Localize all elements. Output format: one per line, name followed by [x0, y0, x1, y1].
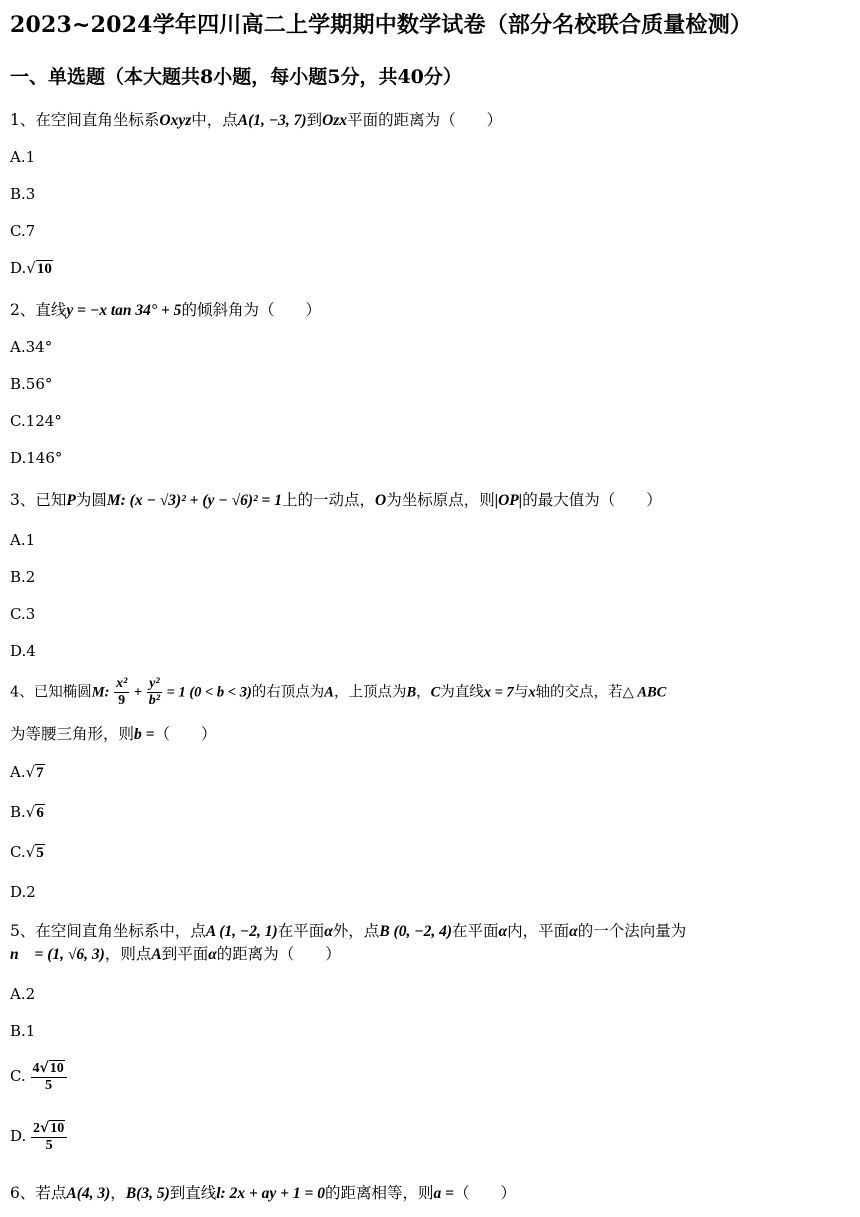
option-a[interactable]: A.2 — [10, 985, 36, 1003]
question-4-line-2 — [10, 722, 217, 744]
math: C — [430, 684, 441, 701]
option-c[interactable]: C.7 — [10, 222, 36, 240]
sqrt: √10 — [40, 1120, 65, 1136]
question-3 — [10, 488, 662, 510]
option-c[interactable]: C.124° — [10, 412, 62, 430]
option-d[interactable]: D.2 — [10, 883, 36, 901]
option-b[interactable] — [10, 803, 45, 822]
math: α — [208, 946, 217, 963]
fraction — [147, 676, 162, 709]
radicand: 5 — [36, 845, 44, 861]
question-5-text: 的距离为（ ） — [216, 945, 341, 963]
denominator: 9 — [118, 693, 126, 709]
sqrt: √7 — [25, 763, 44, 781]
question-3-text: 的最大值为（ ） — [522, 491, 662, 509]
question-6-text: 到直线 — [169, 1184, 217, 1202]
math: x — [528, 684, 536, 701]
question-4-text: 4、已知椭圆 — [10, 684, 92, 701]
question-3-text: 为圆 — [75, 491, 107, 509]
coefficient: 4 — [32, 1061, 40, 1076]
question-2-text: 的倾斜角为（ ） — [181, 301, 321, 319]
math: α — [498, 923, 508, 940]
question-1-text: 中，点 — [191, 111, 238, 129]
question-3-text: 上的一动点， — [281, 491, 375, 509]
math: P — [66, 492, 76, 509]
question-5-text: 的一个法向量为 — [577, 922, 687, 940]
radicand: 6 — [36, 805, 44, 821]
option-d[interactable]: D.146° — [10, 449, 63, 467]
question-4-text: 与 — [513, 684, 529, 701]
option-d[interactable]: D.4 — [10, 642, 36, 660]
option-c[interactable] — [10, 843, 45, 862]
option-b[interactable]: B.2 — [10, 568, 36, 586]
question-5-text: 外，点 — [332, 922, 380, 940]
question-6-text: ， — [110, 1184, 126, 1202]
math: |OP| — [494, 492, 523, 509]
sqrt: √10 — [26, 259, 52, 277]
question-6-text: 的距离相等，则 — [324, 1184, 434, 1202]
option-d[interactable] — [10, 259, 53, 278]
question-5-text: 在平面 — [277, 922, 325, 940]
question-3-text: 3、已知 — [10, 491, 67, 509]
coefficient: 2 — [33, 1121, 41, 1136]
option-a[interactable] — [10, 763, 45, 782]
sqrt: √6 — [25, 803, 44, 821]
radicand: 7 — [36, 765, 44, 781]
numerator — [31, 1060, 67, 1078]
question-4-text: 轴的交点，若 — [535, 684, 623, 701]
question-3-text: 为坐标原点，则 — [386, 491, 495, 509]
option-a[interactable]: A.34° — [10, 338, 53, 356]
denominator: b² — [148, 693, 160, 709]
math: b = — [134, 726, 155, 743]
math: M: (x − √3)² + (y − √6)² = 1 — [106, 492, 282, 509]
math: a = — [433, 1185, 454, 1202]
question-4-text: 的右顶点为 — [251, 684, 325, 701]
question-1 — [10, 108, 502, 130]
math: O — [374, 492, 387, 509]
question-5 — [10, 919, 686, 941]
numerator — [31, 1120, 67, 1138]
math: △ ABC — [622, 684, 667, 701]
question-4-text: （ ） — [154, 725, 217, 743]
question-2-text: 2、直线 — [10, 301, 67, 319]
question-4-text: ， — [416, 684, 431, 701]
numerator: x² — [114, 676, 129, 693]
section-heading: 一、单选题（本大题共8小题，每小题5分，共40分） — [10, 66, 462, 88]
math: B — [406, 684, 417, 701]
math: l: 2x + ay + 1 = 0 — [216, 1185, 325, 1202]
math: Ozx — [322, 112, 348, 129]
question-5-text: 内，平面 — [507, 922, 570, 940]
math: α — [324, 923, 333, 940]
sqrt: √10 — [39, 1060, 64, 1076]
math: Oxyz — [159, 112, 192, 129]
math: M: — [91, 684, 110, 701]
math: n⃗ = (1, √6, 3) — [10, 946, 105, 963]
denominator: 5 — [45, 1078, 53, 1094]
option-b[interactable]: B.56° — [10, 375, 53, 393]
sqrt: √5 — [25, 843, 44, 861]
option-label: C. — [10, 843, 26, 861]
question-5-text: 到平面 — [161, 945, 209, 963]
math: A(1, −3, 7) — [237, 112, 307, 129]
question-5-line-2 — [10, 942, 341, 964]
math: B (0, −2, 4) — [379, 923, 452, 940]
question-6-text: （ ） — [453, 1184, 516, 1202]
option-label: A. — [10, 763, 26, 781]
option-b[interactable]: B.1 — [10, 1022, 36, 1040]
option-c[interactable]: C.3 — [10, 605, 36, 623]
radicand: 10 — [50, 1121, 65, 1136]
math: = 1 (0 < b < 3) — [166, 684, 252, 701]
option-label: B. — [10, 803, 26, 821]
question-5-text: ，则点 — [104, 945, 152, 963]
question-4-text: 为等腰三角形，则 — [10, 725, 135, 743]
option-a[interactable]: A.1 — [10, 531, 36, 549]
fraction — [31, 1060, 67, 1094]
question-1-text: 平面的距离为（ ） — [347, 111, 503, 129]
math: x = 7 — [483, 684, 514, 701]
page-title: 2023~2024学年四川高二上学期期中数学试卷（部分名校联合质量检测） — [10, 12, 753, 38]
option-c[interactable] — [10, 1060, 67, 1094]
question-6 — [10, 1181, 516, 1203]
math: y = −x tan 34° + 5 — [66, 302, 182, 319]
math: B(3, 5) — [125, 1185, 170, 1202]
option-label: D. — [10, 259, 27, 277]
question-5-text: 在平面 — [452, 922, 499, 940]
numerator: y² — [147, 676, 161, 693]
question-1-text: 到 — [306, 111, 323, 129]
fraction — [31, 1120, 67, 1154]
question-5-text: 5、在空间直角坐标系中，点 — [10, 922, 206, 940]
question-4-text: ，上顶点为 — [333, 684, 407, 701]
math: A — [324, 684, 334, 701]
question-6-text: 6、若点 — [10, 1184, 67, 1202]
question-1-text: 1、在空间直角坐标系 — [10, 111, 160, 129]
option-d[interactable] — [10, 1120, 67, 1154]
fraction — [114, 676, 129, 709]
math: A — [151, 946, 162, 963]
question-4-text: 为直线 — [440, 684, 484, 701]
option-a[interactable]: A.1 — [10, 148, 36, 166]
question-4 — [10, 676, 666, 709]
option-label: D. — [10, 1127, 27, 1146]
math: + — [133, 684, 143, 701]
math: A(4, 3) — [66, 1185, 111, 1202]
math: α — [569, 923, 578, 940]
denominator: 5 — [45, 1138, 53, 1154]
option-b[interactable]: B.3 — [10, 185, 36, 203]
radicand: 10 — [36, 261, 52, 277]
option-label: C. — [10, 1067, 26, 1086]
question-2 — [10, 298, 321, 320]
math: A (1, −2, 1) — [205, 923, 278, 940]
radicand: 10 — [49, 1061, 64, 1076]
